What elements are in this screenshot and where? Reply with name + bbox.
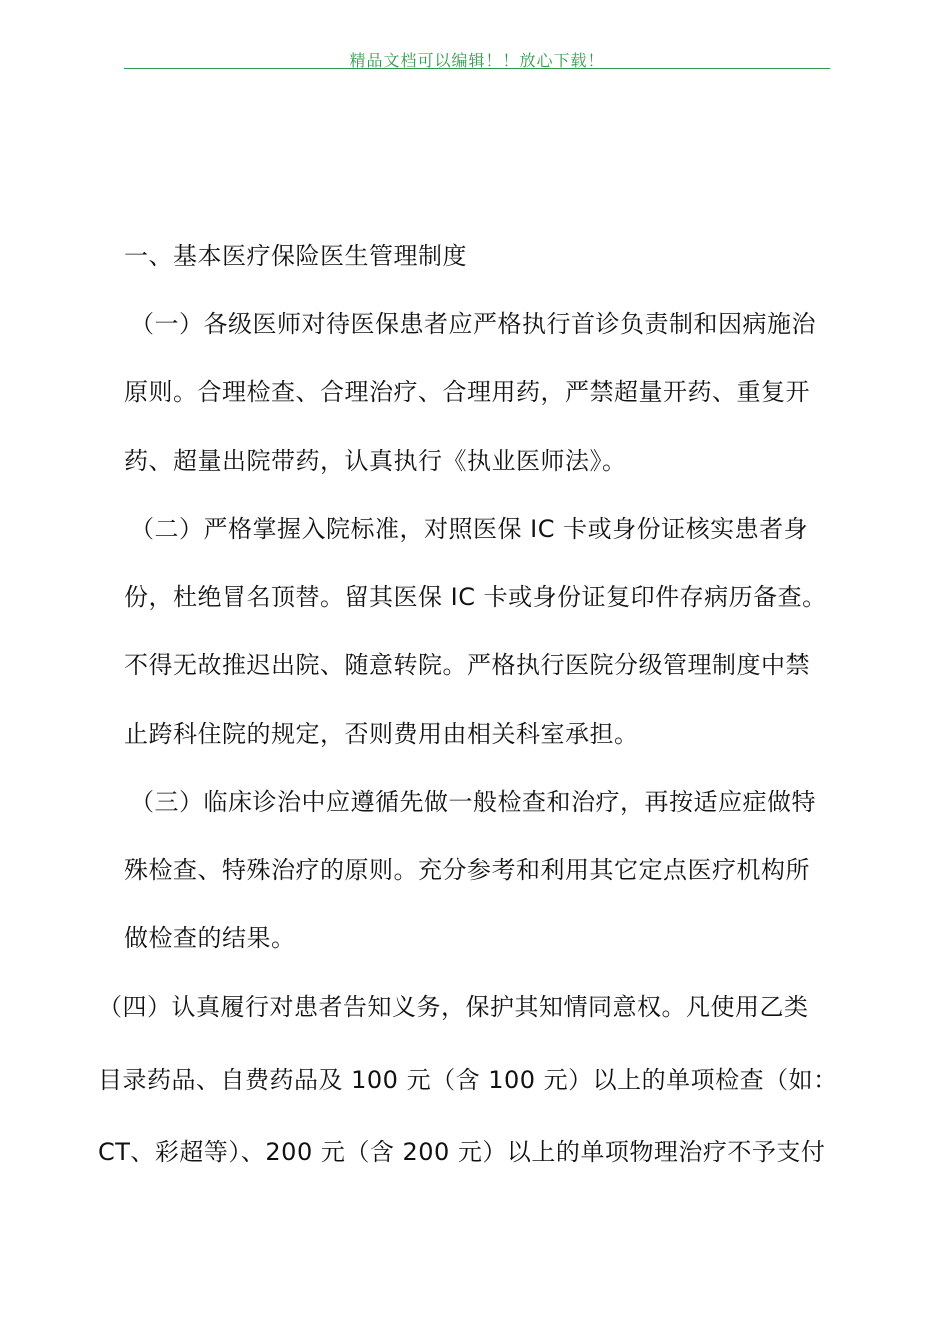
- paragraph-line: （一）各级医师对待医保患者应严格执行首诊负责制和因病施治: [130, 310, 816, 338]
- paragraph-line: （二）严格掌握入院标准，对照医保 IC 卡或身份证核实患者身: [130, 515, 809, 543]
- paragraph-line: （四）认真履行对患者告知义务，保护其知情同意权。凡使用乙类: [98, 993, 809, 1021]
- paragraph-line: 原则。合理检查、合理治疗、合理用药，严禁超量开药、重复开: [124, 378, 810, 406]
- section-heading: 一、基本医疗保险医生管理制度: [124, 242, 467, 270]
- paragraph-line: 殊检查、特殊治疗的原则。充分参考和利用其它定点医疗机构所: [124, 856, 810, 884]
- paragraph-line: 止跨科住院的规定，否则费用由相关科室承担。: [124, 720, 639, 748]
- paragraph-line: 不得无故推迟出院、随意转院。严格执行医院分级管理制度中禁: [124, 651, 810, 679]
- header-divider: [124, 68, 830, 69]
- paragraph-line: 做检查的结果。: [124, 924, 296, 952]
- paragraph-line: 目录药品、自费药品及 100 元（含 100 元）以上的单项检查（如：: [98, 1066, 838, 1094]
- page-header-text: 精品文档可以编辑！！放心下载！: [349, 51, 605, 70]
- paragraph-line: CT、彩超等）、200 元（含 200 元）以上的单项物理治疗不予支付: [98, 1138, 826, 1166]
- paragraph-line: 药、超量出院带药，认真执行《执业医师法》。: [124, 447, 627, 475]
- paragraph-line: （三）临床诊治中应遵循先做一般检查和治疗，再按适应症做特: [130, 788, 816, 816]
- paragraph-line: 份，杜绝冒名顶替。留其医保 IC 卡或身份证复印件存病历备查。: [124, 583, 827, 611]
